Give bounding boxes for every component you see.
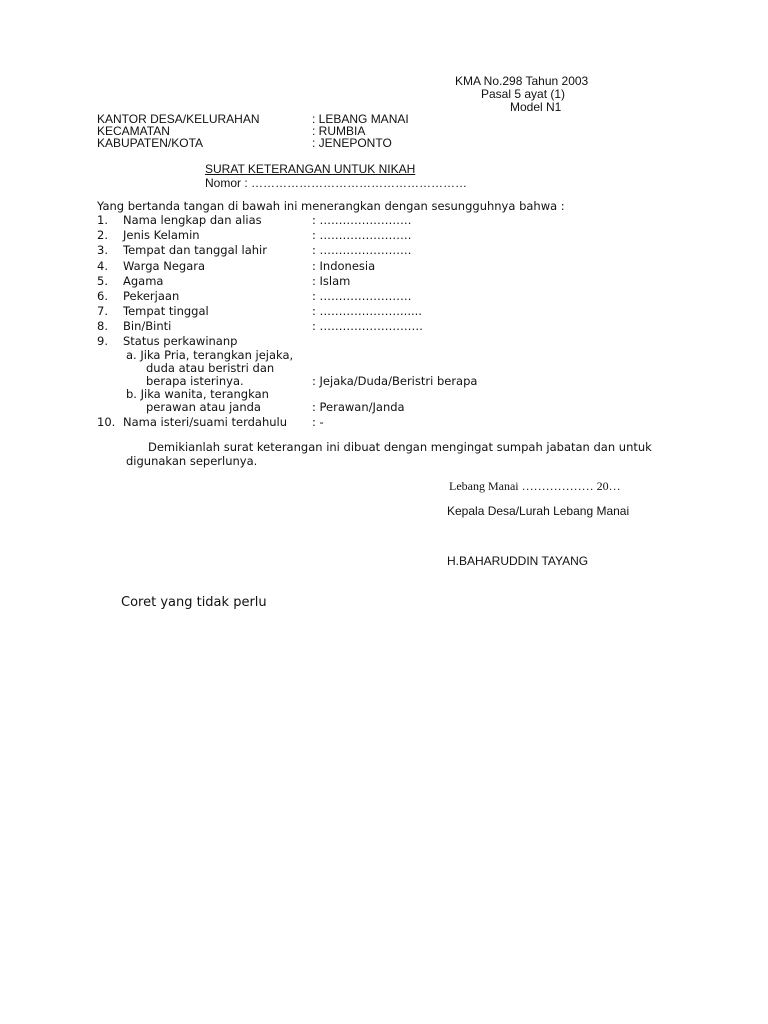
signer-title: Kepala Desa/Lurah Lebang Manai xyxy=(447,504,630,518)
list-item xyxy=(97,259,205,274)
item-value: : …………………… xyxy=(312,228,412,242)
item-label: Status perkawinanp xyxy=(123,334,238,348)
item-value: : …………………...... xyxy=(312,304,422,318)
item-value: : ……………………… xyxy=(312,319,424,333)
footnote: Coret yang tidak perlu xyxy=(121,595,267,610)
item-value: : Indonesia xyxy=(312,259,376,273)
item-number: 9. xyxy=(97,334,108,348)
item-number: 2. xyxy=(97,228,108,242)
closing-line1: Demikianlah surat keterangan ini dibuat dengan mengingat sumpah jabatan dan untuk xyxy=(148,440,652,454)
item-label: Jenis Kelamin xyxy=(123,228,200,242)
item-label: Tempat dan tanggal lahir xyxy=(123,243,267,257)
item-label: Warga Negara xyxy=(123,259,206,273)
list-item xyxy=(97,304,209,319)
status-a-value: : Jejaka/Duda/Beristri berapa xyxy=(312,374,478,388)
article-reference: Pasal 5 ayat (1) xyxy=(481,87,566,101)
item-label: Agama xyxy=(123,274,164,288)
item-label: Nama lengkap dan alias xyxy=(123,213,262,227)
item-number: 1. xyxy=(97,213,108,227)
list-item xyxy=(97,334,237,349)
place-date: Lebang Manai ……………… 20… xyxy=(449,479,621,493)
item-number: 7. xyxy=(97,304,108,318)
closing-line2: digunakan seperlunya. xyxy=(126,454,258,468)
office-value-kecamatan: : RUMBIA xyxy=(312,124,366,138)
list-item xyxy=(97,213,262,228)
intro-text: Yang bertanda tangan di bawah ini menerangkan dengan sesungguhnya bahwa : xyxy=(97,199,565,213)
status-b-line1: b. Jika wanita, terangkan xyxy=(126,387,269,401)
item-label: Tempat tinggal xyxy=(123,304,209,318)
office-value-kabupaten: : JENEPONTO xyxy=(312,136,392,150)
document-number: Nomor : ……………………………………………… xyxy=(205,176,468,190)
status-b-value: : Perawan/Janda xyxy=(312,400,405,414)
list-item xyxy=(97,289,179,304)
item-number: 8. xyxy=(97,319,108,333)
office-label-desa: KANTOR DESA/KELURAHAN xyxy=(97,112,260,126)
item-value: : …………………… xyxy=(312,213,412,227)
item-number: 4. xyxy=(97,259,108,273)
item-value: : …………………… xyxy=(312,243,412,257)
item-value: : …………………… xyxy=(312,289,412,303)
office-value-desa: : LEBANG MANAI xyxy=(312,112,409,126)
item-number: 5. xyxy=(97,274,108,288)
list-item xyxy=(97,243,267,258)
office-label-kabupaten: KABUPATEN/KOTA xyxy=(97,136,204,150)
item-number: 3. xyxy=(97,243,108,257)
office-label-kecamatan: KECAMATAN xyxy=(97,124,170,138)
regulation-reference: KMA No.298 Tahun 2003 xyxy=(455,74,589,88)
item-label: Nama isteri/suami terdahulu xyxy=(123,415,288,429)
item-number: 6. xyxy=(97,289,108,303)
item-label: Pekerjaan xyxy=(123,289,180,303)
status-a-line1: a. Jika Pria, terangkan jejaka, xyxy=(126,348,294,362)
form-model: Model N1 xyxy=(510,100,562,114)
document-title: SURAT KETERANGAN UNTUK NIKAH xyxy=(205,162,416,176)
item-number: 10. xyxy=(97,415,116,429)
list-item xyxy=(97,274,163,289)
status-a-line3: berapa isterinya. xyxy=(146,374,244,388)
list-item xyxy=(97,319,171,334)
item-value: : Islam xyxy=(312,274,351,288)
item-label: Bin/Binti xyxy=(123,319,172,333)
item-value: : - xyxy=(312,415,324,429)
signer-name: H.BAHARUDDIN TAYANG xyxy=(447,554,589,568)
list-item xyxy=(97,228,200,243)
status-b-line2: perawan atau janda xyxy=(146,400,261,414)
list-item xyxy=(97,415,287,430)
status-a-line2: duda atau beristri dan xyxy=(146,361,275,375)
